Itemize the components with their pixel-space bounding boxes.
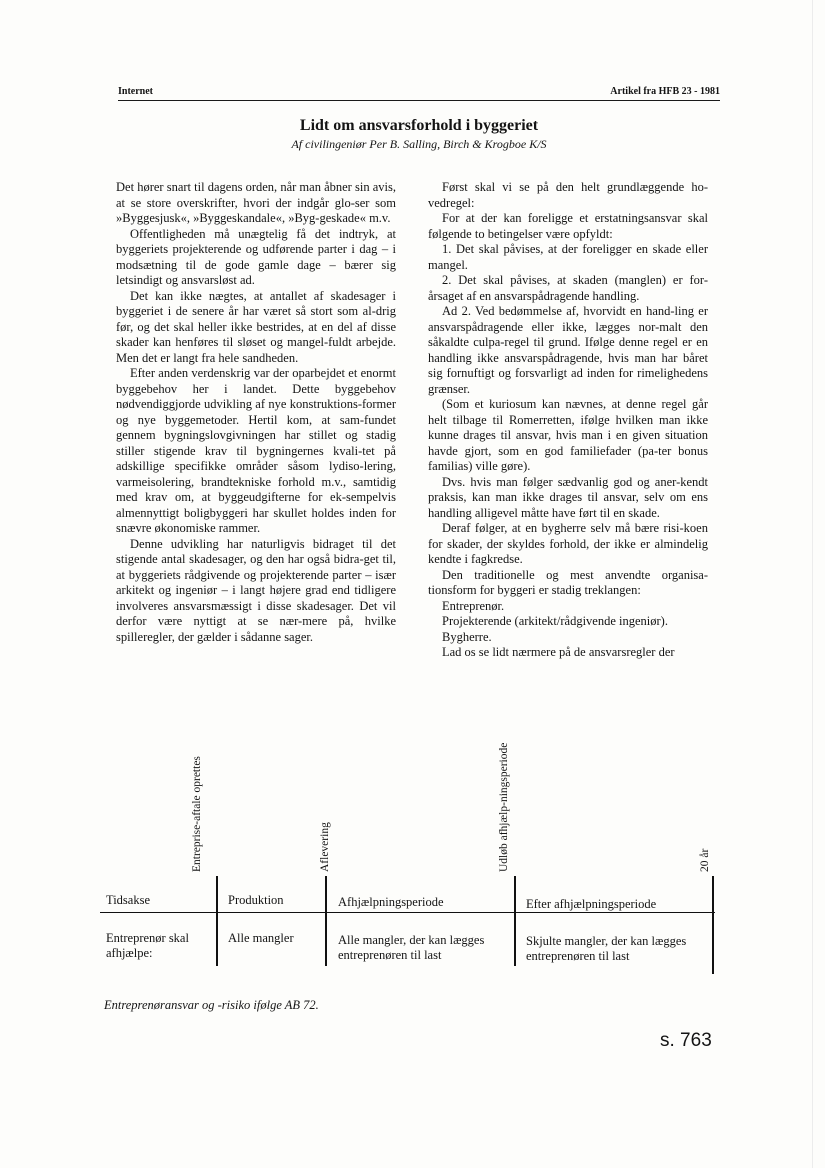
milestone-label: Aflevering xyxy=(319,822,331,872)
milestone-tick xyxy=(712,876,714,974)
paragraph: Det hører snart til dagens orden, når man åbner sin avis, at se store overskrifter, hvori der indgår glo-ser som »Byggesjusk«, »Byggeskandale«, »Byg-geskade« m.v. xyxy=(116,180,396,225)
paragraph: Offentligheden må unægtelig få det indtryk, at byggeriets projekterende og udførende parter i dag – i modsætning til de gode gamle dage – bærer sig letsindigt og ansvarsløst ad. xyxy=(116,226,396,287)
right-column xyxy=(428,180,708,661)
list-item: Projekterende (arkitekt/rådgivende ingeniør). xyxy=(442,614,668,628)
paragraph: 1. Det skal påvises, at der foreligger en skade eller mangel. xyxy=(428,242,708,272)
phase-label: Afhjælpningsperiode xyxy=(338,895,444,909)
list-item: Entreprenør. xyxy=(442,598,505,613)
paragraph: Deraf følger, at en bygherre selv må bære risi-koen for skader, der skyldes forhold, der ikke er almindelig kendte i fagkredse. xyxy=(428,521,708,566)
paragraph: Dvs. hvis man følger sædvanlig god og aner-kendt praksis, kan man ikke drages til ansvar, selv om ens handling alligevel måtte have ført til en skade. xyxy=(428,474,708,520)
obligation-cell: Alle mangler, der kan lægges entreprenøren til last xyxy=(338,933,485,962)
paragraph: Denne udvikling har naturligvis bidraget til det stigende antal skadesager, og den har også bidra-get til, at byggeriets rådgivende og projekterende parter – især arkitekt og ingeniør – i langt højere grad end tidligere involveres ansvarsmæssigt i disse skadesager. Det vil derfor være nyttigt at se nær-mere på, hvilke spilleregler, der gælder i sådanne sager. xyxy=(116,536,396,644)
paragraph: Ad 2. Ved bedømmelse af, hvorvidt en hand-ling er ansvarspådragende eller ikke, lægges nor-malt den såkaldte culpa-regel til grund. Ifølge denne regel er en handling ikke ansvarspådragende, hvis man har båret sig fornuftigt og forsvarligt ad inden for rimelighedens grænser. xyxy=(428,304,708,396)
scan-edge xyxy=(812,0,825,1168)
milestone-label: Udløb afhjælp-ningsperiode xyxy=(498,742,510,872)
article-byline: Af civilingeniør Per B. Salling, Birch & Krogboe K/S xyxy=(291,137,547,151)
header-source: Artikel fra HFB 23 - 1981 xyxy=(610,86,720,97)
phase-label: Produktion xyxy=(228,893,284,907)
milestone-tick xyxy=(216,876,218,966)
figure-caption: Entreprenøransvar og -risiko ifølge AB 72. xyxy=(104,998,319,1012)
milestone-tick xyxy=(325,876,327,966)
obligation-cell: Skjulte mangler, der kan lægges entreprenøren til last xyxy=(526,934,687,963)
milestone-label: Entreprise-aftale oprettes xyxy=(191,756,203,872)
article-title: Lidt om ansvarsforhold i byggeriet xyxy=(299,117,539,134)
paragraph: (Som et kuriosum kan nævnes, at denne regel går helt tilbage til Romerretten, ifølge hvilken man ikke kunne drages til ansvar, hvis man i en given situation havde gjort, som en god familiefader (pa-ter bonus familias) ville gøre). xyxy=(428,397,708,473)
paragraph: 2. Det skal påvises, at skaden (manglen) er for-årsaget af en ansvarspådragende handling. xyxy=(428,273,708,303)
paragraph: Den traditionelle og mest anvendte organisa-tionsform for byggeri er stadig treklangen: xyxy=(428,567,708,597)
paragraph: For at der kan foreligge et erstatningsansvar skal følgende to betingelser være opfyldt: xyxy=(428,211,708,241)
phase-label: Efter afhjælpningsperiode xyxy=(526,897,657,911)
milestone-tick xyxy=(514,876,516,966)
time-axis xyxy=(100,912,715,913)
obligation-cell: Alle mangler xyxy=(228,931,294,945)
list-item: Bygherre. xyxy=(442,629,492,644)
paragraph: Først skal vi se på den helt grundlæggende ho-vedregel: xyxy=(428,180,708,210)
paragraph: Lad os se lidt nærmere på de ansvarsregler der xyxy=(442,645,675,659)
row-label-afhjaelpe: Entreprenør skal afhjælpe: xyxy=(106,931,189,960)
page-number: s. 763 xyxy=(660,1030,712,1051)
header-section: Internet xyxy=(118,86,153,97)
row-label-tidsakse: Tidsakse xyxy=(106,893,150,907)
paragraph: Det kan ikke nægtes, at antallet af skadesager i byggeriet i de senere år har været så stort som al-drig før, og det skal heller ikke bestrides, at en del af disse skader kan henføres til sløset og mangel-fuldt arbejde. Men det er langt fra hele sandheden. xyxy=(116,288,396,365)
milestone-label: 20 år xyxy=(699,848,711,872)
left-column xyxy=(116,180,396,645)
header-rule xyxy=(118,100,720,101)
paragraph: Efter anden verdenskrig var der oparbejdet et enormt byggebehov her i landet. Dette byggebehov nødvendiggjorde udvikling af nye konstruktions-former og nye byggemetoder. Hertil kom, at sam-fundet gennem bygningslovgivningen har stillet og stadig stiller stigende krav til bygningernes kvali-tet på adskillige specifikke områder såsom lydiso-lering, varmeisolering, brandtekniske forhold m.v., samtidig med krav om, at byggeudgifterne for ek-sempelvis almennyttigt boligbyggeri har skullet holdes inden for snævre økonomiske rammer. xyxy=(116,366,396,535)
